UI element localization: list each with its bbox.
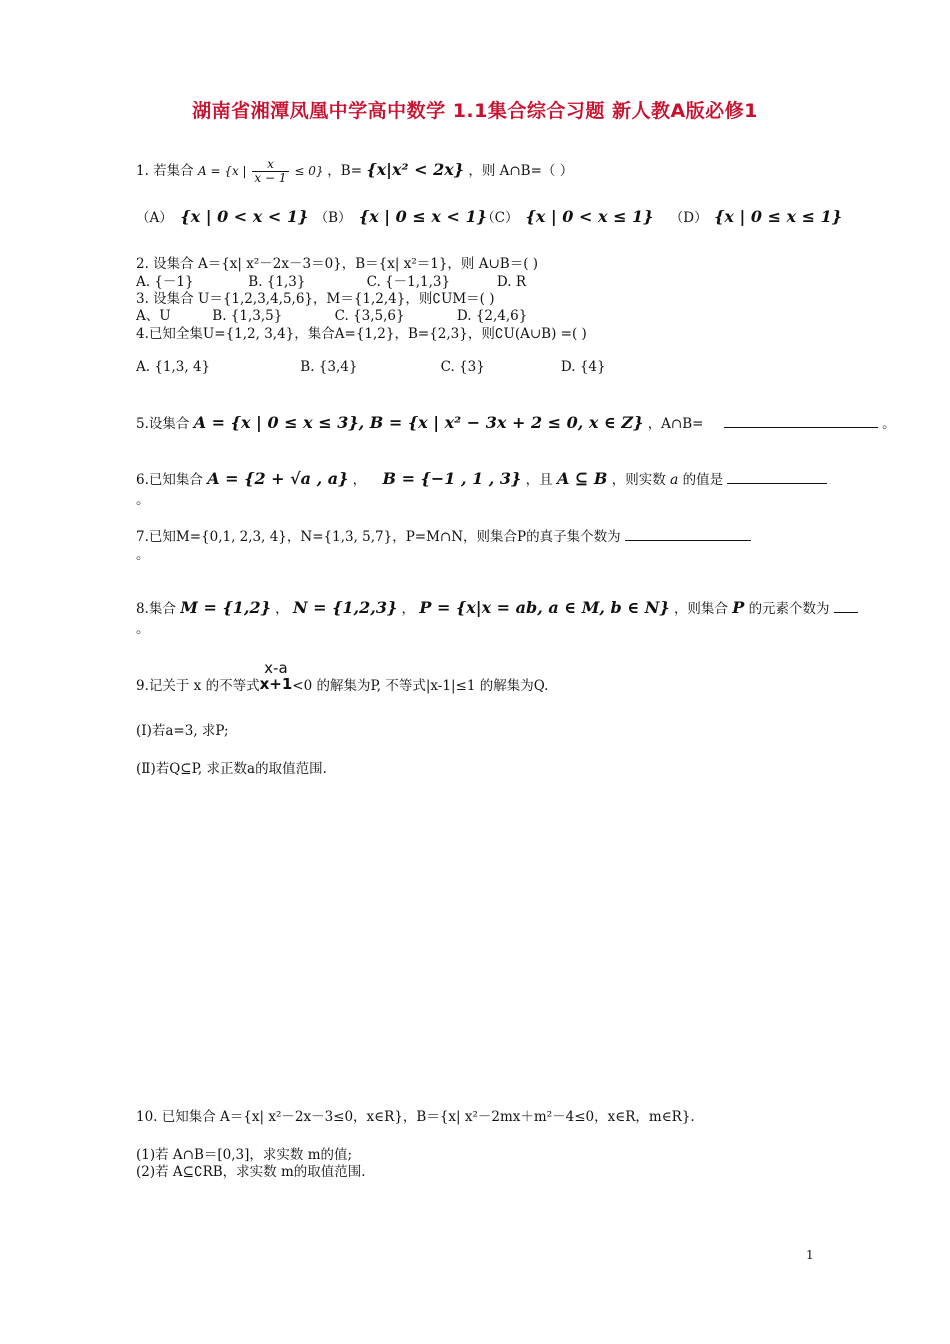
q1-option-c: {x | 0 < x ≤ 1} — [525, 207, 654, 226]
q1-option-d: {x | 0 ≤ x ≤ 1} — [714, 207, 843, 226]
q8-comma-2: ， — [401, 601, 416, 617]
question-6 — [136, 468, 827, 488]
q9-part-1: (Ⅰ)若a=3, 求P; — [136, 723, 229, 739]
q3-option-c: C. {3,5,6} — [334, 308, 405, 324]
q9-suffix: <0 的解集为P, 不等式|x-1|≤1 的解集为Q. — [292, 678, 549, 694]
q4-option-b: B. {3,4} — [300, 359, 358, 375]
q1-set-b: {x|x² < 2x} — [366, 160, 465, 179]
q5-suffix: ，A∩B= — [647, 416, 704, 432]
question-5 — [136, 412, 896, 432]
q3-option-a: A、U — [136, 308, 171, 324]
q6-relation: A ⊆ B — [556, 469, 608, 488]
document-title: 湖南省湘潭凤凰中学高中数学 1.1集合综合习题 新人教A版必修1 — [192, 100, 758, 122]
q1-set-a-pre: A = {x | — [197, 164, 247, 178]
q1-mid: ，B= — [327, 163, 363, 179]
q2-option-c: C. {－1,1,3} — [366, 274, 451, 290]
q7-end: 。 — [136, 547, 150, 563]
q8-comma-1: ， — [275, 601, 289, 617]
q7-answer-blank — [625, 528, 751, 541]
q2-option-b: B. {1,3} — [248, 274, 306, 290]
q8-variable: P — [732, 598, 745, 617]
q6-prefix: 6.已知集合 — [136, 472, 203, 488]
q2-option-d: D. R — [496, 274, 526, 290]
q1-option-a-label: （A） — [136, 210, 173, 226]
q1-set-a-den: x − 1 — [254, 171, 287, 185]
q5-prefix: 5.设集合 — [136, 416, 190, 432]
q6-set-a: A = {2 + √a , a} — [207, 469, 349, 488]
question-8 — [136, 597, 858, 617]
q6-comma: ， — [352, 472, 367, 488]
q5-answer-blank — [724, 415, 878, 428]
q4-option-a: A. {1,3, 4} — [136, 359, 211, 375]
q3-option-b: B. {1,3,5} — [212, 308, 283, 324]
q1-option-b: {x | 0 ≤ x < 1} — [358, 207, 487, 226]
q8-answer-blank — [834, 600, 858, 613]
q5-end: 。 — [882, 416, 896, 432]
q1-set-a-num: x — [252, 158, 288, 172]
page-number: 1 — [806, 1248, 814, 1262]
q8-end: 。 — [136, 621, 150, 637]
question-4-options — [136, 359, 606, 375]
q1-suffix: ，则 A∩B=（ ） — [468, 163, 574, 179]
q9-numerator: x-a — [264, 659, 288, 677]
question-3: 3. 设集合 U＝{1,2,3,4,5,6}，M＝{1,2,4}，则∁UM＝( ) — [136, 291, 495, 307]
q6-answer-blank — [727, 471, 827, 484]
q1-set-a — [197, 157, 327, 185]
q1-option-c-label: （C） — [481, 210, 519, 226]
q6-set-b: B = {−1 , 1 , 3} — [382, 469, 522, 488]
question-10: 10. 已知集合 A＝{x| x²－2x－3≤0，x∈R}，B＝{x| x²－2mx＋m²－4≤0，x∈R，m∈R}. — [136, 1109, 695, 1125]
q8-suffix: ，则集合 — [673, 601, 728, 617]
q4-option-d: D. {4} — [560, 359, 606, 375]
q8-prefix: 8.集合 — [136, 601, 176, 617]
q8-set-n: N = {1,2,3} — [292, 598, 398, 617]
q6-suffix-2: 的值是 — [682, 472, 724, 488]
question-3-options — [136, 304, 527, 324]
q1-set-a-fraction — [252, 158, 288, 185]
q1-option-b-label: （B） — [314, 210, 352, 226]
question-1-options — [136, 206, 842, 226]
question-7 — [136, 525, 751, 545]
question-4: 4.已知全集U={1,2, 3,4}，集合A={1,2}，B={2,3}，则∁U(A∪B) =( ) — [136, 326, 587, 342]
q8-set-p: P = {x|x = ab, a ∈ M, b ∈ N} — [419, 598, 670, 617]
q1-prefix: 1. 若集合 — [136, 163, 194, 179]
q1-option-a: {x | 0 < x < 1} — [180, 207, 309, 226]
q5-expression: A = {x | 0 ≤ x ≤ 3}, B = {x | x² − 3x + 2 ≤ 0, x ∈ Z} — [193, 413, 644, 432]
question-1 — [136, 158, 573, 185]
q9-prefix: 9.记关于 x 的不等式 — [136, 678, 260, 694]
q9-denominator: x+1 — [259, 675, 293, 693]
q7-stem: 7.已知M={0,1, 2,3, 4}，N={1,3, 5,7}，P=M∩N，则集合P的真子集个数为 — [136, 529, 621, 545]
q10-part-2: (2)若 A⊆∁RB，求实数 m的取值范围. — [136, 1164, 366, 1180]
q9-fraction — [260, 660, 293, 692]
q8-suffix-2: 的元素个数为 — [748, 601, 830, 617]
q10-part-1: (1)若 A∩B＝[0,3]，求实数 m的值; — [136, 1147, 353, 1163]
q8-set-m: M = {1,2} — [180, 598, 271, 617]
question-9 — [136, 659, 549, 694]
q6-end: 。 — [136, 492, 150, 508]
q6-variable: a — [670, 472, 679, 488]
q3-option-d: D. {2,4,6} — [456, 308, 528, 324]
q6-suffix: ，则实数 — [611, 472, 666, 488]
q1-set-a-post: ≤ 0} — [294, 164, 324, 178]
q6-mid: ，且 — [525, 472, 553, 488]
q2-option-a: A. {－1} — [136, 274, 194, 290]
q9-part-2: (Ⅱ)若Q⊆P, 求正数a的取值范围. — [136, 761, 327, 777]
question-2: 2. 设集合 A＝{x| x²－2x－3＝0}，B＝{x| x²＝1}，则 A∪B＝( ) — [136, 256, 539, 272]
q4-option-c: C. {3} — [440, 359, 485, 375]
q1-option-d-label: （D） — [669, 210, 708, 226]
